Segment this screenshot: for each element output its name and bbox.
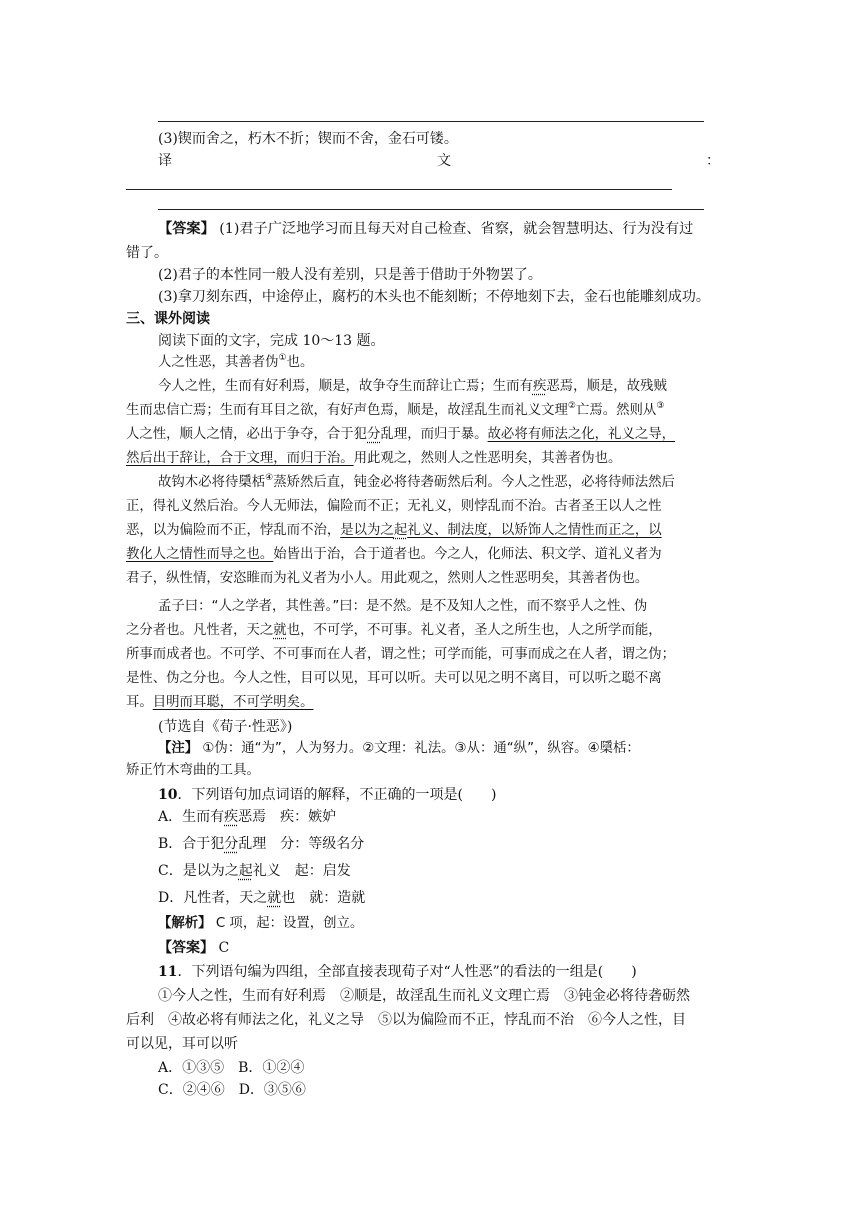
question-stem: ．下列语句编为四组，全部直接表现荀子对“人性恶”的看法的一组是( ): [177, 964, 637, 980]
answer-1-part1: (1)君子广泛地学习而且每天对自己检查、省察，就会智慧明达、行为没有过: [214, 221, 694, 237]
option-text: 乱理 分：等级名分: [238, 836, 365, 852]
answer-line-1-text: [158, 219, 693, 239]
question-stem: ．下列语句加点词语的解释，不正确的一项是( ): [177, 787, 497, 803]
option-label: A．: [158, 809, 183, 825]
passage-text: 蒸矫然后直，钝金必将待砻砺然后利。今人之性恶，必将待师法然后: [273, 475, 675, 490]
passage-line-0: [158, 353, 313, 373]
underlined-text: 目明而耳聪，不可学明矣。: [152, 695, 314, 710]
passage-line-6: 正，得礼义然后治。今人无师法，偏险而不正；无礼义，则悖乱而不治。古者圣王以人之性: [126, 499, 662, 514]
dotted-word: 起: [238, 863, 253, 879]
passage-text: 用此观之，然则人之性恶明矣，其善者伪也。: [353, 451, 622, 466]
q10-option-c: [158, 861, 351, 881]
analysis-tag: 【解析】: [158, 916, 212, 931]
dotted-word: 疾: [532, 379, 547, 394]
analysis-text: C 项，起：设置，创立。: [211, 916, 364, 931]
dotted-word: 分: [367, 427, 381, 442]
option-text: 礼义 起：启发: [252, 863, 351, 879]
passage-line-3: [126, 425, 675, 445]
passage-line-14: [126, 693, 313, 713]
passage-line-1: [158, 377, 667, 397]
passage-line-4: [126, 449, 621, 469]
passage-text: 之分者也。凡性者，天之: [126, 623, 274, 638]
notes-line-1: [158, 739, 640, 759]
passage-source: (节选自《荀子·性恶》): [158, 719, 293, 735]
q11-items-line-2: 后利 ④故必将有师法之化，礼义之导 ⑤以为偏险而不正，悖乱而不治 ⑥今人之性，目: [126, 1012, 686, 1028]
option-label: D．: [158, 890, 184, 906]
passage-text: 恶焉，顺是，故残贼: [546, 379, 667, 394]
passage-line-11: [126, 621, 662, 641]
dotted-word: 分: [224, 836, 239, 852]
q11-items-line-3: 可以见，耳可以听: [126, 1036, 238, 1052]
q10-answer: [158, 938, 229, 958]
answer-tag: 【答案】: [158, 940, 214, 956]
passage-text: 故钩木必将待檃栝: [158, 475, 266, 490]
section-title: 三、课外阅读: [126, 311, 210, 327]
notes-line-2: 矫正竹木弯曲的工具。: [126, 763, 260, 778]
question-10-stem: [158, 785, 496, 805]
q11-options-row-2: C．②④⑥ D．③⑤⑥: [158, 1082, 306, 1098]
dotted-word: 就: [273, 623, 287, 638]
passage-text: 始皆出于治，合于道者也。今之人，化师法、积文学、道礼义者为: [273, 547, 662, 562]
option-label: B．: [158, 836, 183, 852]
underlined-text: 是以为之: [340, 523, 394, 538]
answer-2: (2)君子的本性同一般人没有差别，只是善于借助于外物罢了。: [158, 267, 542, 283]
q10-option-d: [158, 888, 365, 908]
q10-option-a: [158, 807, 336, 827]
passage-line-7: [126, 521, 662, 541]
notes-tag: 【注】: [158, 741, 199, 756]
footnote-marker: ③: [656, 401, 665, 411]
translation-label-char2: 文: [437, 153, 451, 169]
answer-line-1: [126, 189, 672, 190]
passage-text: 人之性恶，其善者伪: [158, 355, 279, 370]
option-text: 生而有: [182, 809, 225, 825]
passage-line-9: 君子，纵性情，安恣睢而为礼义者为小人。用此观之，然则人之性恶明矣，其善者伪也。: [126, 571, 649, 586]
passage-text: 生而忠信亡焉；生而有耳目之欲，有好声色焉，顺是，故淫乱生而礼义文理: [126, 403, 568, 418]
answer-3: (3)拿刀刻东西，中途停止，腐朽的木头也不能刻断；不停地刻下去，金石也能雕刻成功。: [158, 289, 710, 305]
question-number: 10: [158, 787, 178, 803]
passage-line-10: 孟子曰：“人之学者，其性善。”曰：是不然。是不及知人之性，而不察乎人之性、伪: [158, 599, 648, 614]
underlined-text: 故必将有师法之化，礼义之导，: [487, 427, 676, 442]
option-text: 也 就：造就: [281, 890, 366, 906]
option-text: 合于犯: [182, 836, 225, 852]
q11-items-line-1: ①今人之性，生而有好利焉 ②顺是，故淫乱生而礼义文理亡焉 ③钝金必将待砻砺然: [158, 988, 690, 1004]
passage-text: 乱理，而归于暴。: [380, 427, 488, 442]
answer-tag: 【答案】: [158, 221, 215, 237]
option-label: C．: [158, 863, 183, 879]
passage-text: 今人之性，生而有好利焉，顺是，故争夺生而辞让亡焉；生而有: [158, 379, 533, 394]
q11-options-row-1: A．①③⑤ B．①②④: [158, 1060, 305, 1076]
passage-line-13: 是性、伪之分也。今人之性，目可以见，耳可以听。夫可以见之明不离目，可以听之聪不离: [126, 671, 662, 686]
option-text: 是以为之: [182, 863, 239, 879]
translation-label-char1: 译: [158, 153, 172, 169]
question-3-prompt: (3)锲而舍之，朽木不折；锲而不舍，金石可镂。: [158, 131, 458, 147]
underlined-text: 教化人之情性而导之也。: [126, 547, 274, 562]
passage-line-8: [126, 545, 662, 565]
option-text: 凡性者，天之: [183, 890, 268, 906]
question-number: 11: [158, 964, 178, 980]
passage-text: 恶，以为偏险而不正，悖乱而不治，: [126, 523, 341, 538]
passage-text: 耳。: [126, 695, 153, 710]
passage-line-2: [126, 401, 664, 421]
footnote-marker: ②: [567, 401, 576, 411]
dotted-word: 起: [393, 523, 408, 538]
dotted-word: 疾: [224, 809, 239, 825]
dotted-word: 就: [267, 890, 282, 906]
q10-option-b: [158, 834, 364, 854]
translation-label-colon: ：: [706, 153, 720, 169]
notes-text: ①伪：通“为”，人为努力。②文理：礼法。③从：通“纵”，纵容。④檃栝：: [198, 741, 640, 756]
passage-text: 亡焉。然则从: [575, 403, 657, 418]
answer-line-2: [158, 209, 704, 210]
passage-line-12: 所事而成者也。不可学、不可事而在人者，谓之性；可学而能，可事而成之在人者，谓之伪；: [126, 647, 676, 662]
answer-text: C: [214, 940, 230, 956]
passage-line-5: [158, 473, 675, 493]
underlined-text: 然后出于辞让，合于文理，而归于治。: [126, 451, 354, 466]
instruction: 阅读下面的文字，完成 10～13 题。: [158, 333, 385, 349]
question-11-stem: [158, 962, 637, 982]
passage-text: 也。: [286, 355, 314, 370]
option-text: 恶焉 疾：嫉妒: [238, 809, 337, 825]
underlined-text: 礼义、制法度，以矫饰人之情性而正之，以: [407, 523, 662, 538]
footnote-marker: ①: [278, 353, 287, 363]
q10-analysis: [158, 914, 363, 934]
answer-1-part2: 错了。: [126, 245, 168, 261]
answer-line-top: [158, 121, 704, 122]
passage-text: 也，不可学，不可事。礼义者，圣人之所生也，人之所学而能，: [286, 623, 662, 638]
footnote-marker: ④: [265, 473, 274, 483]
passage-text: 人之性，顺人之情，必出于争夺，合于犯: [126, 427, 368, 442]
